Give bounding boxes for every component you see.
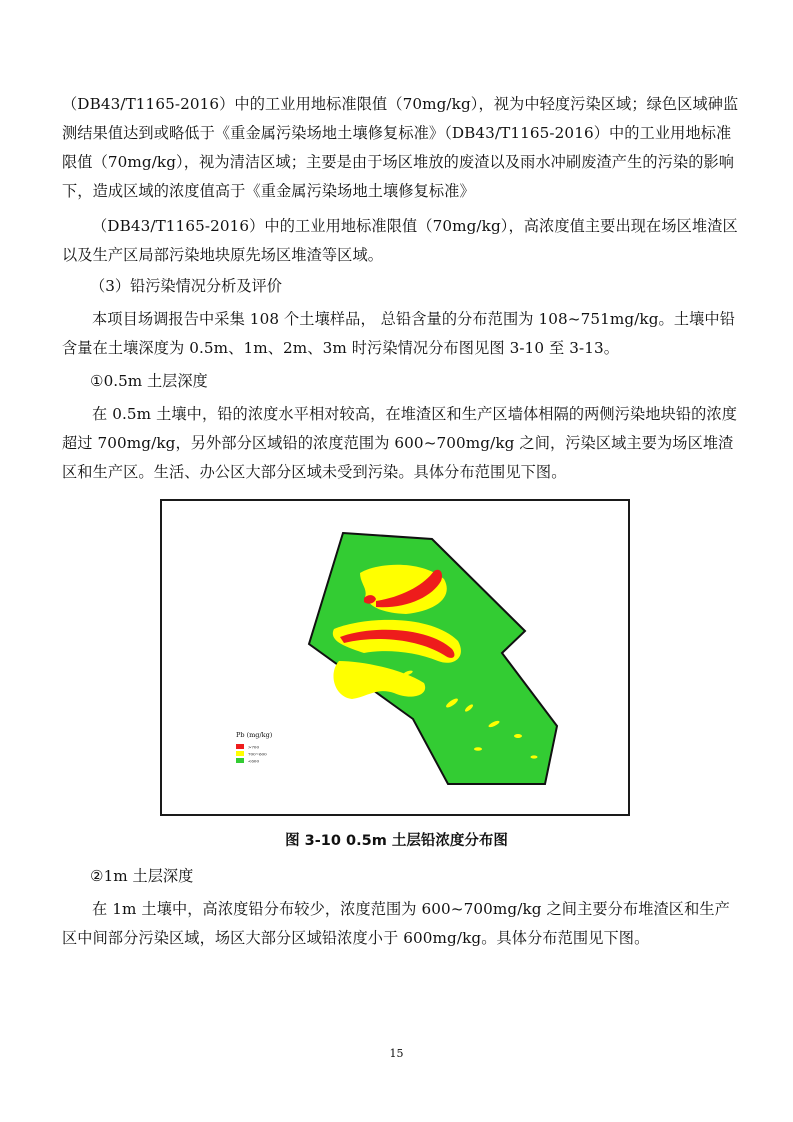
subheading-1m-depth: ②1m 土层深度 [90, 867, 194, 885]
paragraph-arsenic-evaluation: （DB43/T1165-2016）中的工业用地标准限值（70mg/kg），视为中轻度污染区域；绿色区域砷监测结果值达到或略低于《重金属污染场地土壤修复标准》（DB43/T1165-2016）中的工业用地标准限值（70mg/kg），视为清洁区域；主要是由于场区堆放的废渣以及雨水冲刷废渣产生的污染的影响下，造成区域的浓度值高于《重金属污染场地土壤修复标准》 [62, 95, 739, 200]
paragraph-1m-description: 在 1m 土壤中，高浓度铅分布较少，浓度范围为 600~700mg/kg 之间主要分布堆渣区和生产区中间部分污染区域，场区大部分区域铅浓度小于 600mg/kg。具体分布范围见下图。 [62, 900, 730, 947]
lead-distribution-map-figure [160, 499, 630, 816]
medium-concentration-patch [531, 755, 538, 758]
legend-label-high: >700 [248, 744, 259, 750]
paragraph-lead-sampling: 本项目场调报告中采集 108 个土壤样品， 总铅含量的分布范围为 108~751mg/kg。土壤中铅含量在土壤深度为 0.5m、1m、2m、3m 时污染情况分布图见图 3-10 至 3-13。 [62, 310, 735, 357]
page-number: 15 [389, 1047, 404, 1060]
medium-concentration-patch [514, 734, 522, 738]
section-heading-lead: （3）铅污染情况分析及评价 [90, 277, 282, 295]
paragraph-0-5m-description: 在 0.5m 土壤中，铅的浓度水平相对较高，在堆渣区和生产区墙体相隔的两侧污染地块铅的浓度超过 700mg/kg，另外部分区域铅的浓度范围为 600~700mg/kg 之间，污染区域主要为场区堆渣区和生产区。生活、办公区大部分区域未受到污染。具体分布范围见下图。 [62, 405, 738, 481]
subheading-0-5m-depth: ①0.5m 土层深度 [90, 372, 208, 390]
figure-caption: 图 3-10 0.5m 土层铅浓度分布图 [285, 833, 508, 849]
legend-swatch-medium [236, 751, 244, 756]
legend-swatch-low [236, 758, 244, 763]
legend-swatch-high [236, 744, 244, 749]
legend-title: Pb (mg/kg) [236, 731, 273, 739]
legend-label-medium: 700~600 [248, 751, 267, 757]
legend-label-low: <600 [248, 758, 259, 764]
lead-distribution-map [162, 501, 628, 814]
paragraph-arsenic-conclusion: （DB43/T1165-2016）中的工业用地标准限值（70mg/kg），高浓度值主要出现在场区堆渣区以及生产区局部污染地块原先场区堆渣等区域。 [62, 217, 738, 264]
medium-concentration-patch [474, 747, 482, 751]
